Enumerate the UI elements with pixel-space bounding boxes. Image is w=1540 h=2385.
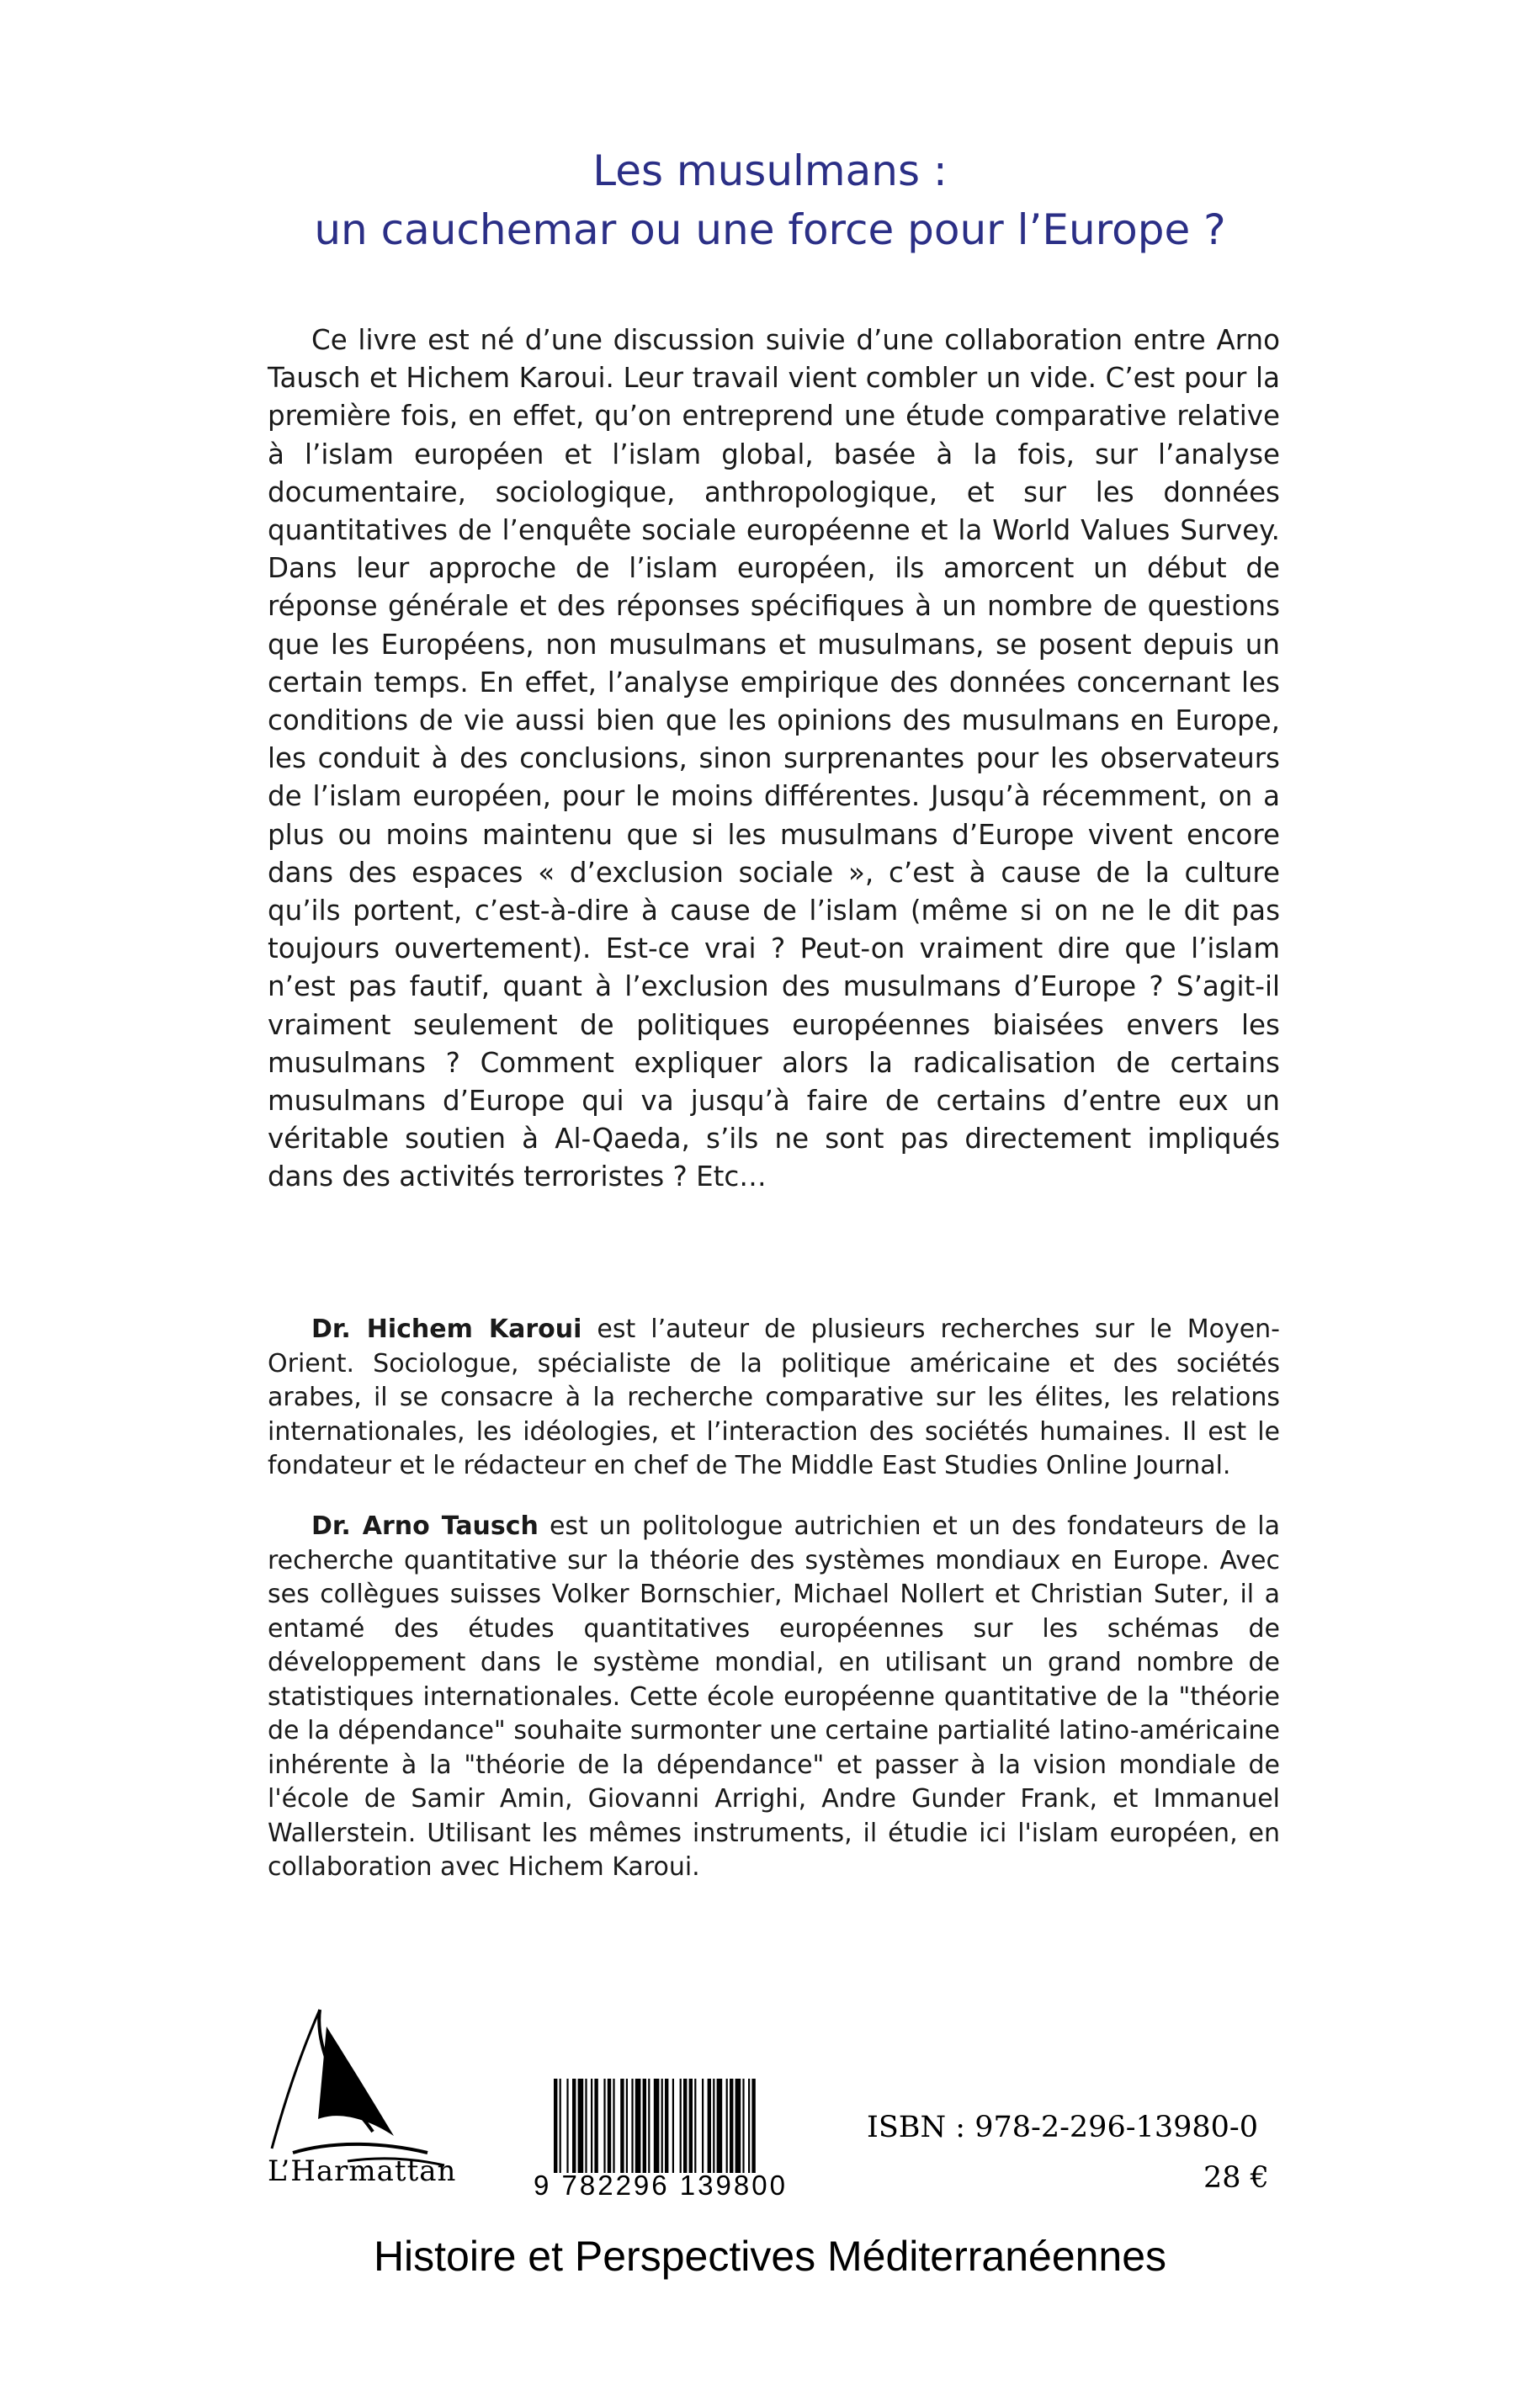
price: 28 € [1203, 2161, 1269, 2195]
title-line-1: Les musulmans : [592, 146, 948, 195]
author-bio-karoui [268, 1313, 1280, 1484]
author-name-tausch: Dr. Arno Tausch [311, 1511, 539, 1541]
publisher-logo-text: L’Harmattan [268, 2154, 457, 2188]
isbn: ISBN : 978-2-296-13980-0 [867, 2111, 1258, 2144]
summary-paragraph: Ce livre est né d’une discussion suivie d’une collaboration entre Arno Tausch et Hichem Karoui. Leur travail vient combler un vide. C’est pour la première fois, en effet, qu’on entreprend une étude comparative relative à l’islam européen et l’islam global, basée à la fois, sur l’analyse documentaire, sociologique, anthropologique, et sur les données quantitatives de l’enquête sociale européenne et la World Values Survey. Dans leur approche de l’islam européen, ils amorcent un début de réponse générale et des réponses spécifiques à un nombre de questions que les Européens, non musulmans et musulmans, se posent depuis un certain temps. En effet, l’analyse empirique des données concernant les conditions de vie aussi bien que les opinions des musulmans en Europe, les conduit à des conclusions, sinon surprenantes pour les observateurs de l’islam européen, pour le moins différentes. Jusqu’à récemment, on a plus ou moins maintenu que si les musulmans d’Europe vivent encore dans des espaces « d’exclusion sociale », c’est à cause de la culture qu’ils portent, c’est-à-dire à cause de l’islam (même si on ne le dit pas toujours ouvertement). Est-ce vrai ? Peut-on vraiment dire que l’islam n’est pas fautif, quant à l’exclusion des musulmans d’Europe ? S’agit-il vraiment seulement de politiques européennes biaisées envers les musulmans ? Comment expliquer alors la radicalisation de certains musulmans d’Europe qui va jusqu’à faire de certains d’entre eux un véritable soutien à Al-Qaeda, s’ils ne sont pas directement impliqués dans des activités terroristes ? Etc… [268, 324, 1280, 1193]
barcode-digits: 9 782296 139800 [534, 2170, 788, 2201]
author-bio-tausch [268, 1510, 1280, 1885]
book-title [0, 141, 1540, 259]
series-title: Histoire et Perspectives Méditerranéennes [373, 2233, 1167, 2280]
barcode-icon [552, 2079, 820, 2173]
title-line-2: un cauchemar ou une force pour l’Europe ? [314, 205, 1226, 254]
author-name-karoui: Dr. Hichem Karoui [311, 1315, 582, 1344]
publisher-sailboat-logo-icon [268, 1993, 478, 2174]
author-bio-tausch-text: est un politologue autrichien et un des fondateurs de la recherche quantitative sur la théorie des systèmes mondiaux en Europe. Avec ses collègues suisses Volker Bornschier, Michael Nollert et Christian Suter, il a entamé des études quantitatives européennes sur les schémas de développement dans le système mondial, en utilisant un grand nombre de statistiques internationales. Cette école européenne quantitative de la "théorie de la dépendance" souhaite surmonter une certaine partialité latino-américaine inhérente à la "théorie de la dépendance" et passer à la vision mondiale de l'école de Samir Amin, Giovanni Arrighi, Andre Gunder Frank, et Immanuel Wallerstein. Utilisant les mêmes instruments, il étudie ici l'islam européen, en collaboration avec Hichem Karoui. [268, 1511, 1280, 1882]
author-bio-karoui-text: est l’auteur de plusieurs recherches sur le Moyen-Orient. Sociologue, spécialiste de la politique américaine et des sociétés arabes, il se consacre à la recherche comparative sur les élites, les relations internationales, les idéologies, et l’interaction des sociétés humaines. Il est le fondateur et le rédacteur en chef de The Middle East Studies Online Journal. [268, 1315, 1280, 1480]
